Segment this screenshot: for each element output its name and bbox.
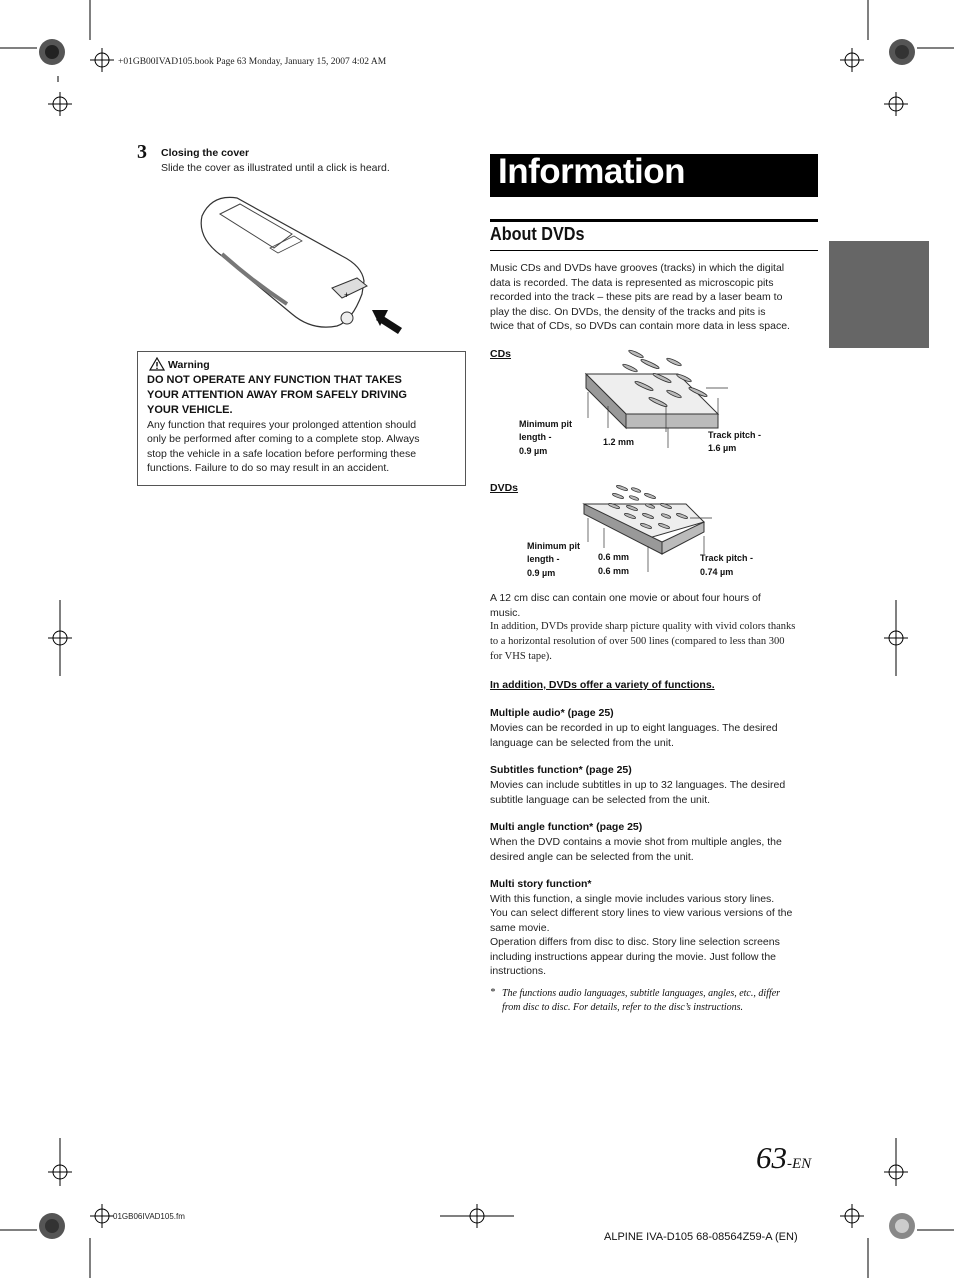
cd-track-pitch-label: Track pitch - — [708, 430, 762, 440]
warning-bold-line: YOUR VEHICLE. — [147, 404, 233, 416]
cd-diagram-label: CDs — [490, 348, 512, 360]
dvd-track-pitch-label: 0.74 µm — [700, 567, 734, 577]
feature-line: Movies can include subtitles in up to 32 languages. The desired — [490, 779, 786, 791]
page-number — [756, 1140, 811, 1176]
side-tab — [829, 241, 929, 348]
disc-text-line: music. — [490, 606, 521, 619]
feature-line: instructions. — [490, 965, 547, 977]
feature-line: Movies can be recorded in up to eight languages. The desired — [490, 722, 778, 734]
subtitle-rule-top — [490, 219, 818, 222]
step-number: 3 — [137, 141, 147, 163]
picture-text-line: In addition, DVDs provide sharp picture quality with vivid colors thanks — [490, 621, 796, 632]
feature-line: When the DVD contains a movie shot from multiple angles, the — [490, 836, 782, 848]
remote-cover-illustration — [192, 186, 412, 336]
feature-line: You can select different story lines to view various versions of the — [490, 907, 793, 919]
cd-thickness-label: 1.2 mm — [603, 437, 635, 447]
warning-title: Warning — [168, 359, 210, 371]
step-text: Slide the cover as illustrated until a click is heard. — [161, 162, 390, 174]
feature-line: With this function, a single movie includes various story lines. — [490, 892, 775, 905]
feature-line: Operation differs from disc to disc. Story line selection screens — [490, 936, 780, 948]
feature-title: Multi angle function* (page 25) — [490, 821, 643, 833]
intro-line: Music CDs and DVDs have grooves (tracks) in which the digital — [490, 262, 785, 274]
feature-title: Multiple audio* (page 25) — [490, 707, 614, 719]
book-header-line: +01GB00IVAD105.book Page 63 Monday, January 15, 2007 4:02 AM — [118, 57, 387, 67]
cd-min-pit-label: length - — [519, 432, 552, 442]
intro-line: recorded into the track – these pits are read by a laser beam to — [490, 291, 783, 303]
warning-body-line: functions. Failure to do so may result in an accident. — [147, 462, 390, 474]
dvd-thickness-label: 0.6 mm — [598, 552, 630, 562]
footnote-mark: * — [490, 987, 495, 998]
svg-text:+: + — [344, 290, 350, 300]
intro-line: twice that of CDs, so DVDs can contain more data in less space. — [490, 320, 790, 332]
feature-line: including instructions appear during the movie. Just follow the — [490, 950, 776, 963]
intro-line: data is recorded. The data is represented as microscopic pits — [490, 276, 774, 289]
warning-bold-line: YOUR ATTENTION AWAY FROM SAFELY DRIVING — [147, 389, 407, 401]
footnote-line: from disc to disc. For details, refer to the disc’s instructions. — [502, 1002, 744, 1013]
warning-body-line: Any function that requires your prolonged attention should — [147, 419, 417, 431]
feature-line: desired angle can be selected from the unit. — [490, 850, 694, 863]
dvd-min-pit-label: 0.9 µm — [527, 568, 556, 578]
cd-min-pit-label: Minimum pit — [519, 419, 572, 429]
feature-line: same movie. — [490, 921, 550, 934]
footer-model: ALPINE IVA-D105 68-08564Z59-A (EN) — [604, 1231, 798, 1243]
footnote-line: The functions audio languages, subtitle languages, angles, etc., differ — [502, 988, 781, 999]
warning-body-line: only be performed after coming to a complete stop. Always — [147, 433, 420, 445]
dvd-track-pitch-label: Track pitch - — [700, 553, 754, 563]
feature-title: Subtitles function* (page 25) — [490, 764, 632, 776]
page-number-value: 63 — [756, 1140, 787, 1175]
intro-line: play the disc. On DVDs, the density of the tracks and pits is — [490, 305, 766, 318]
feature-line: subtitle language can be selected from the unit. — [490, 793, 711, 806]
page-number-suffix: -EN — [787, 1156, 812, 1172]
step-title: Closing the cover — [161, 147, 250, 159]
cd-track-pitch-label: 1.6 µm — [708, 443, 737, 453]
picture-text-line: to a horizontal resolution of over 500 lines (compared to less than 300 — [490, 636, 785, 647]
functions-heading: In addition, DVDs offer a variety of functions. — [490, 679, 715, 691]
warning-triangle-icon — [149, 357, 165, 371]
dvd-diagram-label: DVDs — [490, 482, 519, 494]
cd-min-pit-label: 0.9 µm — [519, 446, 548, 456]
dvd-min-pit-label: length - — [527, 554, 560, 564]
feature-title: Multi story function* — [490, 878, 592, 890]
page-title: Information — [498, 152, 685, 191]
picture-text-line: for VHS tape). — [490, 651, 552, 662]
disc-text-line: A 12 cm disc can contain one movie or about four hours of — [490, 592, 761, 604]
footer-file: 01GB06IVAD105.fm — [113, 1212, 185, 1221]
warning-bold-line: DO NOT OPERATE ANY FUNCTION THAT TAKES — [147, 374, 402, 386]
warning-body-line: stop the vehicle in a safe location before performing these — [147, 447, 417, 460]
feature-line: language can be selected from the unit. — [490, 736, 674, 749]
dvd-thickness-label: 0.6 mm — [598, 566, 630, 576]
section-subtitle: About DVDs — [490, 224, 585, 244]
subtitle-rule-bottom — [490, 250, 818, 251]
dvd-min-pit-label: Minimum pit — [527, 541, 580, 551]
